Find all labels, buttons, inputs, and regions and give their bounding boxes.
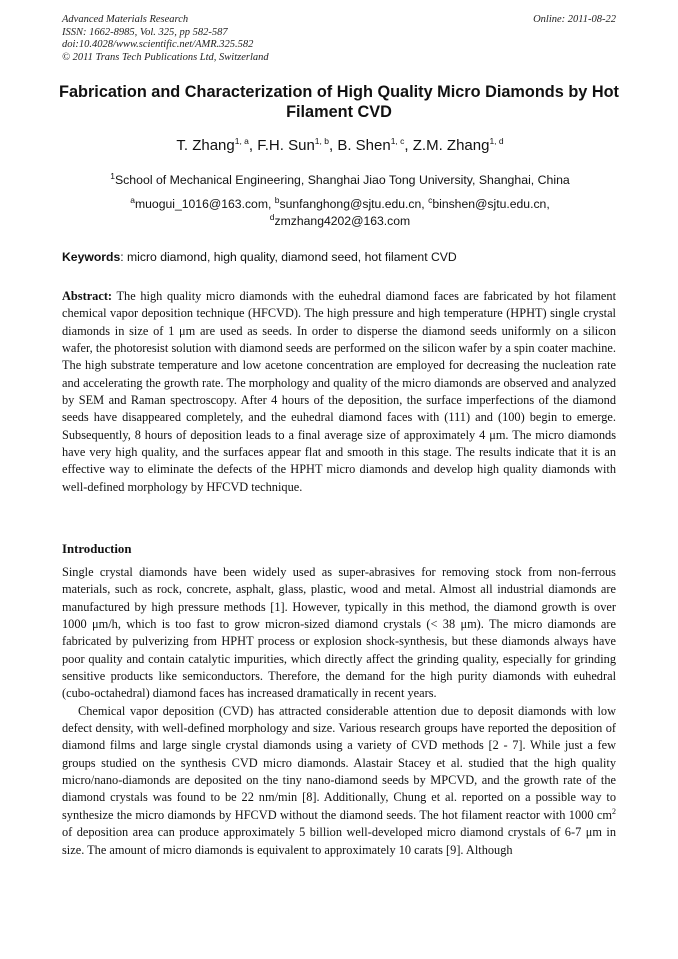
author: B. Shen$^{1, c}$, (337, 136, 413, 154)
keywords-text: : micro diamond, high quality, diamond seed, hot filament CVD (120, 250, 457, 264)
author-emails: $^a$muogui_1016@163.com, $^b$sunfanghong@sjtu.edu.cn, $^c$binshen@sjtu.edu.cn, $^d$zmzhang4202@163.com (130, 194, 550, 228)
keywords-label: Keywords (62, 250, 121, 264)
paper-title: Fabrication and Characterization of High Quality Micro Diamonds by Hot Filament CVD (59, 83, 619, 121)
keywords (62, 249, 622, 265)
paragraph: Single crystal diamonds have been widely used as super-abrasives for removing stock from non-ferrous materials, such as rock, concrete, asphalt, glass, plastic, wood and metal. Almost all industrial diamonds are manufactured by high pressure methods [1]. However, typically in this method, the diamond growth is over 1000 μm/h, which is too fast to grow micron-sized diamond crystals (< 38 μm). The micro diamonds are fabricated by pulverizing from HPHT process or explosion shock-synthesis, but these diamonds always have poor quality and contain catalytic impurities, which directly affect the grinding quality, especially for grinding sensitive products like semiconductors. Therefore, the demand for the high purity diamonds with euhedral (cubo-octahedral) diamond faces has increased dramatically in recent years. (62, 565, 616, 701)
introduction-body (62, 564, 616, 859)
affiliation: $^1$School of Mechanical Engineering, Shanghai Jiao Tong University, Shanghai, China (110, 170, 570, 187)
email-link: sunfanghong@sjtu.edu.cn, (279, 197, 429, 211)
journal-name: Advanced Materials Research (62, 14, 189, 25)
email-link: binshen@sjtu.edu.cn, (432, 197, 550, 211)
author-list (40, 136, 640, 156)
online-date: Online: 2011-08-22 (533, 14, 616, 25)
abstract-label: Abstract: (62, 289, 113, 303)
author: T. Zhang$^{1, a}$, (176, 136, 258, 154)
section-heading-introduction: Introduction (62, 542, 132, 556)
email-link: muogui_1016@163.com, (135, 197, 275, 211)
author: F.H. Sun$^{1, b}$, (257, 136, 338, 154)
email-link: zmzhang4202@163.com (274, 214, 411, 228)
abstract (62, 288, 616, 496)
paragraph: Chemical vapor deposition (CVD) has attracted considerable attention due to deposit diamonds with low defect density, with well-defined morphology and size. Various research groups have reported the deposition of diamond films and large single crystal diamonds using a variety of CVD methods [2 - 7]. While just a few groups studied on the synthesis CVD micro diamonds. Alastair Stacey et al. studied that the high quality micro/nano-diamonds are deposited on the tiny nano-diamond seeds by MPCVD, and the growth rate of the diamond crystals was found to be 22 nm/min [8]. Additionally, Chung et al. reported on a possible way to synthesize the micro diamonds by HFCVD without the diamond seeds. The hot filament reactor with 1000 $cm^2$ of deposition area can produce approximately 5 billion well-developed micro diamond crystals of 6-7 μm in size. The amount of micro diamonds is equivalent to approximately 10 carats [9]. Although (62, 703, 616, 857)
abstract-text: The high quality micro diamonds with the euhedral diamond faces are fabricated by hot filament chemical vapor deposition technique (HFCVD). The high pressure and high temperature (HPHT) single crystal diamonds in size of 1 μm are used as seeds. In order to disperse the diamond seeds uniformly on a silicon wafer, the photoresist solution with diamond seeds are performed on the silicon wafer by a spin coater machine. The high substrate temperature and low acetone concentration are employed for decreasing the nucleation rate and accelerating the growth rate. The morphology and quality of the micro diamonds are observed and analyzed by SEM and Raman spectroscopy. After 4 hours of the deposition, the surface imperfections of the diamond seeds have disappeared completely, and the euhedral diamond faces with (111) and (100) begin to emerge. Subsequently, 8 hours of deposition leads to a final average size of approximately 4 μm. The micro diamonds have very high quality, and the surfaces appear flat and smooth in this stage. The results indicate that it is an effective way to eliminate the defects of the HPHT micro diamonds and develop high quality diamonds with well-defined morphology by HFCVD technique. (62, 289, 616, 494)
author: Z.M. Zhang$^{1, d}$ (412, 136, 504, 154)
doi-line: doi:10.4028/www.scientific.net/AMR.325.582 (62, 39, 254, 50)
journal-header (62, 14, 616, 64)
issn-line: ISSN: 1662-8985, Vol. 325, pp 582-587 (62, 26, 228, 38)
copyright-line: © 2011 Trans Tech Publications Ltd, Switzerland (62, 51, 269, 63)
